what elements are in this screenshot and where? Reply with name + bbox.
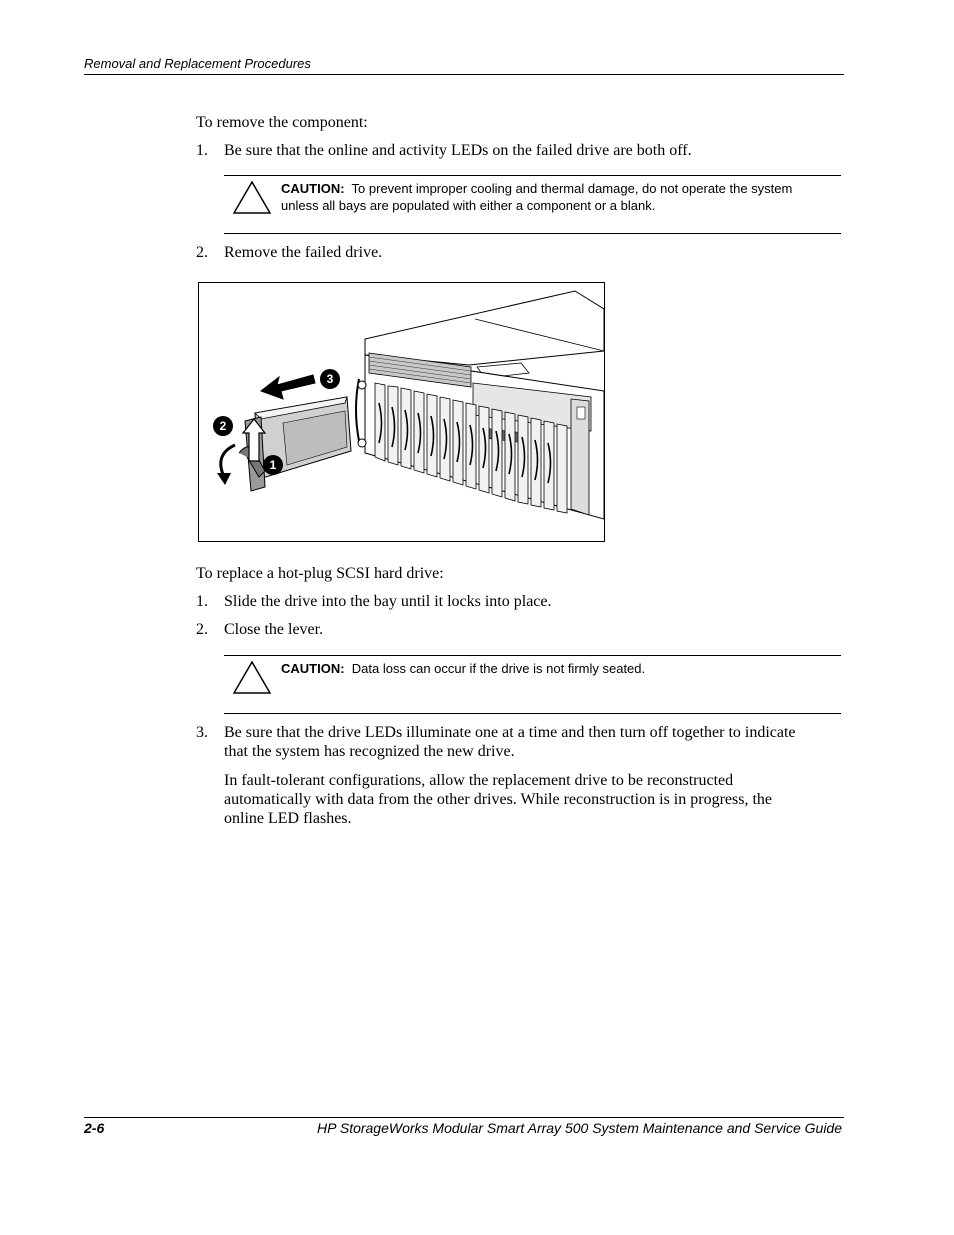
note-line-3: online LED flashes.	[224, 810, 352, 827]
caution-2-label: CAUTION:	[281, 661, 345, 676]
caution-1-text	[281, 180, 841, 214]
remove-step-1-text: Be sure that the online and activity LEDs on the failed drive are both off.	[224, 142, 692, 159]
replace-step-2-text: Close the lever.	[224, 621, 324, 638]
replace-intro: To replace a hot-plug SCSI hard drive:	[196, 565, 444, 582]
remove-intro: To remove the component:	[196, 114, 368, 131]
callout-1-label: 1	[269, 458, 277, 472]
replace-step-3-number: 3.	[196, 724, 208, 741]
remove-step-1-number: 1.	[196, 142, 208, 159]
replace-step-3-line-2: that the system has recognized the new drive.	[224, 743, 515, 760]
remove-step-2-text: Remove the failed drive.	[224, 244, 383, 261]
caution-triangle-icon	[233, 181, 271, 214]
note-line-1: In fault-tolerant configurations, allow the replacement drive to be reconstructed	[224, 772, 734, 789]
caution-1-top-rule	[224, 175, 841, 176]
caution-2-top-rule	[224, 655, 841, 656]
caution-1-label: CAUTION:	[281, 181, 345, 196]
caution-2-message: Data loss can occur if the drive is not firmly seated.	[351, 661, 646, 676]
document-title: HP StorageWorks Modular Smart Array 500 System Maintenance and Service Guide	[317, 1120, 842, 1136]
remove-step-2-number: 2.	[196, 244, 208, 261]
figure-remove-drive	[198, 282, 605, 542]
replace-step-3-line-1: Be sure that the drive LEDs illuminate one at a time and then turn off together to indicate	[224, 724, 796, 741]
footer-rule	[84, 1117, 844, 1118]
note-line-2: automatically with data from the other drives. While reconstruction is in progress, the	[224, 791, 772, 808]
caution-2-bottom-rule	[224, 713, 841, 714]
header-rule	[84, 74, 844, 75]
caution-triangle-icon	[233, 661, 271, 694]
fault-tolerant-note	[224, 771, 844, 828]
callout-3-badge	[320, 369, 340, 389]
replace-step-1-text: Slide the drive into the bay until it locks into place.	[224, 593, 552, 610]
callout-2-badge	[213, 416, 233, 436]
caution-1-bottom-rule	[224, 233, 841, 234]
callout-3-label: 3	[326, 372, 334, 386]
replace-step-1-number: 1.	[196, 593, 208, 610]
caution-1-line-2: unless all bays are populated with either a component or a blank.	[281, 198, 656, 213]
callout-2-label: 2	[219, 419, 227, 433]
storage-enclosure-illustration	[199, 283, 604, 541]
page-number: 2-6	[84, 1120, 105, 1136]
running-header: Removal and Replacement Procedures	[84, 56, 311, 71]
caution-2-text	[281, 660, 841, 677]
replace-step-2-number: 2.	[196, 621, 208, 638]
caution-1-line-1: To prevent improper cooling and thermal damage, do not operate the system	[351, 181, 793, 196]
replace-step-3-text	[224, 723, 844, 761]
callout-1-badge	[263, 455, 283, 475]
